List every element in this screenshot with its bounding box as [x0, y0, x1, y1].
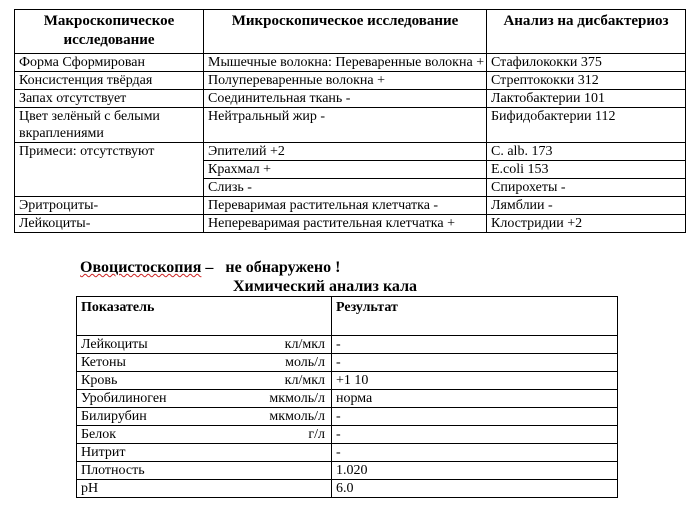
table-row: [77, 354, 618, 372]
result-cell: 1.020: [332, 462, 618, 480]
macro-cell: Лейкоциты-: [15, 215, 204, 233]
result-cell: -: [332, 444, 618, 462]
dys-cell: Клостридии +2: [487, 215, 686, 233]
dys-cell: Лямблии -: [487, 197, 686, 215]
dys-cell: E.coli 153: [487, 161, 686, 179]
table-row: [77, 408, 618, 426]
table-row: [15, 90, 686, 108]
indicator-cell: [77, 336, 332, 354]
table-row: [15, 54, 686, 72]
micro-cell: Непереваримая растительная клетчатка +: [204, 215, 487, 233]
indicator-cell: [77, 390, 332, 408]
result-cell: -: [332, 354, 618, 372]
indicator-name: Кетоны: [81, 355, 126, 370]
indicator-cell: [77, 354, 332, 372]
header-macro: Макроскопическое исследование: [15, 10, 204, 54]
indicator-name: Белок: [81, 427, 117, 442]
micro-cell: Эпителий +2: [204, 143, 487, 161]
ovocystoscopy-result: – не обнаружено !: [201, 259, 341, 276]
micro-cell: Мышечные волокна: Переваренные волокна +: [204, 54, 487, 72]
table-row: [77, 336, 618, 354]
dys-cell: Спирохеты -: [487, 179, 686, 197]
table-row: [77, 390, 618, 408]
result-cell: -: [332, 336, 618, 354]
micro-cell: Слизь -: [204, 179, 487, 197]
table-row: [77, 426, 618, 444]
table-row: [15, 215, 686, 233]
macro-cell: Запах отсутствует: [15, 90, 204, 108]
indicator-unit: кл/мкл: [284, 337, 325, 352]
indicator-name: Плотность: [81, 463, 145, 478]
header-row: [77, 297, 618, 336]
indicator-cell: [77, 444, 332, 462]
indicator-name: pH: [81, 481, 99, 496]
indicator-name: Нитрит: [81, 445, 126, 460]
macro-cell: Цвет зелёный с белыми вкраплениями: [15, 108, 204, 143]
table-row: [77, 444, 618, 462]
table-row: [15, 72, 686, 90]
micro-cell: Крахмал +: [204, 161, 487, 179]
macro-cell: Примеси: отсутствуют: [15, 143, 204, 161]
indicator-unit: [325, 480, 327, 497]
header-result: Результат: [332, 297, 618, 336]
chemical-analysis-table: [76, 296, 618, 498]
indicator-unit: [325, 444, 327, 461]
table-row: [15, 143, 686, 161]
result-cell: 6.0: [332, 480, 618, 498]
header-micro: Микроскопическое исследование: [204, 10, 487, 54]
indicator-name: Уробилиноген: [81, 391, 167, 406]
dys-cell: Лактобактерии 101: [487, 90, 686, 108]
indicator-cell: [77, 426, 332, 444]
table-row: [15, 108, 686, 143]
macro-cell: [15, 161, 204, 179]
ovocystoscopy-line: [80, 259, 340, 277]
dys-cell: C. alb. 173: [487, 143, 686, 161]
indicator-unit: моль/л: [285, 355, 325, 370]
result-cell: норма: [332, 390, 618, 408]
indicator-unit: мкмоль/л: [269, 409, 325, 424]
ovocystoscopy-term: Овоцистоскопия: [80, 259, 202, 276]
table-row: [15, 197, 686, 215]
header-dysbacteriosis: Анализ на дисбактериоз: [487, 10, 686, 54]
indicator-name: Билирубин: [81, 409, 147, 424]
micro-cell: Соединительная ткань -: [204, 90, 487, 108]
header-row: [15, 10, 686, 54]
table-row: [15, 161, 686, 179]
macro-cell: Форма Сформирован: [15, 54, 204, 72]
header-indicator: Показатель: [77, 297, 332, 336]
indicator-unit: [325, 462, 327, 479]
micro-cell: Полупереваренные волокна +: [204, 72, 487, 90]
dys-cell: Стрептококки 312: [487, 72, 686, 90]
micro-cell: Переваримая растительная клетчатка -: [204, 197, 487, 215]
indicator-cell: [77, 480, 332, 498]
result-cell: +1 10: [332, 372, 618, 390]
macro-cell: Консистенция твёрдая: [15, 72, 204, 90]
indicator-unit: г/л: [308, 427, 325, 442]
table-row: [77, 372, 618, 390]
micro-cell: Нейтральный жир -: [204, 108, 487, 143]
indicator-unit: кл/мкл: [284, 373, 325, 388]
indicator-cell: [77, 408, 332, 426]
analysis-table: [14, 9, 686, 233]
indicator-name: Кровь: [81, 373, 118, 388]
indicator-cell: [77, 462, 332, 480]
table-row: [15, 179, 686, 197]
macro-cell: [15, 179, 204, 197]
chemical-analysis-title: Химический анализ кала: [233, 278, 418, 295]
macro-cell: Эритроциты-: [15, 197, 204, 215]
dys-cell: Стафилококки 375: [487, 54, 686, 72]
result-cell: -: [332, 426, 618, 444]
table-row: [77, 480, 618, 498]
result-cell: -: [332, 408, 618, 426]
indicator-unit: мкмоль/л: [269, 391, 325, 406]
indicator-cell: [77, 372, 332, 390]
indicator-name: Лейкоциты: [81, 337, 148, 352]
table-row: [77, 462, 618, 480]
dys-cell: Бифидобактерии 112: [487, 108, 686, 143]
